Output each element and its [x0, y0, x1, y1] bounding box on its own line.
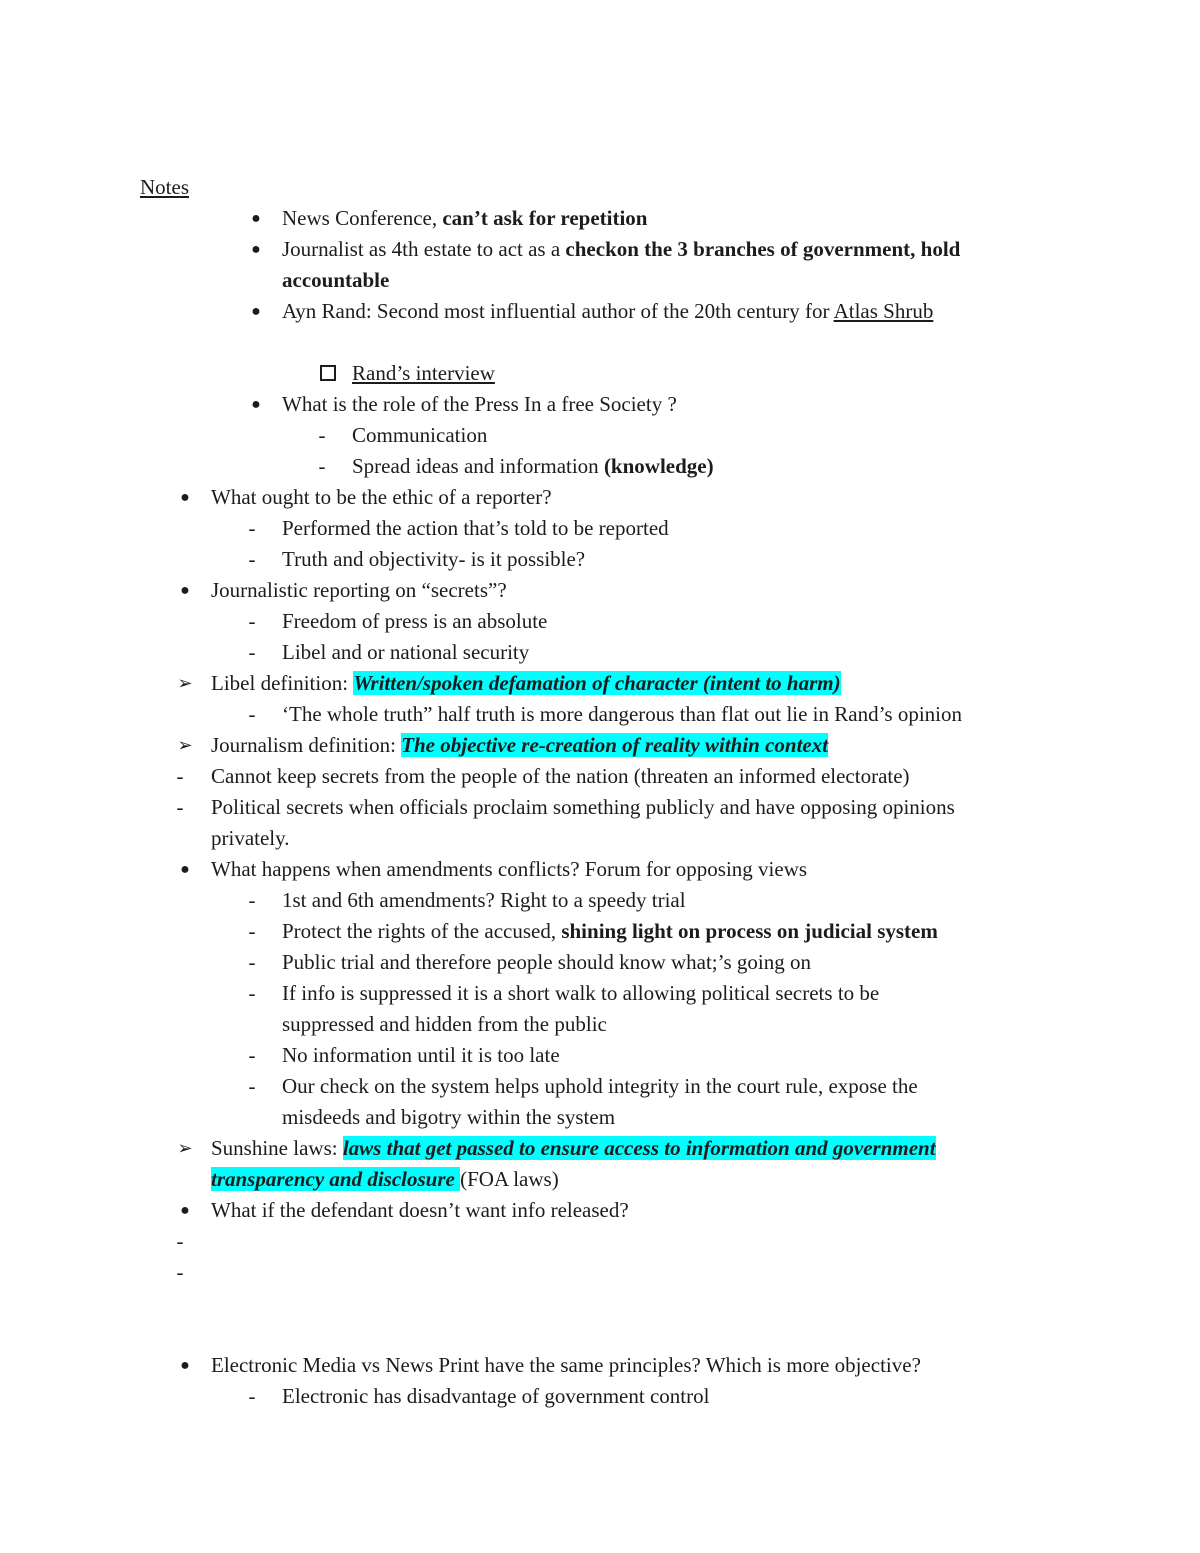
dash-marker: - — [248, 640, 256, 664]
highlighted-definition: The objective re-creation of reality within context — [401, 733, 829, 757]
dash-marker: - — [248, 981, 256, 1005]
book-title: Atlas Shrub — [833, 299, 934, 323]
dash-marker: - — [176, 1260, 184, 1284]
dash-marker: - — [248, 888, 256, 912]
dash-marker: - — [248, 950, 256, 974]
dash-marker: - — [248, 919, 256, 943]
bullet-icon: ● — [251, 303, 261, 320]
highlighted-definition: Written/spoken defamation of character (intent to harm) — [353, 671, 841, 695]
dash-marker: - — [248, 516, 256, 540]
bullet-icon: ● — [251, 241, 261, 258]
dash-marker: - — [176, 764, 184, 788]
bullet-icon: ● — [251, 396, 261, 413]
dash-marker: - — [248, 1074, 256, 1098]
dash-marker: - — [248, 1384, 256, 1408]
arrow-bullet-icon: ➢ — [177, 1138, 193, 1158]
dash-marker: - — [176, 1229, 184, 1253]
dash-marker: - — [318, 454, 326, 478]
dash-marker: - — [176, 795, 184, 819]
bullet-icon: ● — [180, 1357, 190, 1374]
dash-marker: - — [248, 609, 256, 633]
bullet-icon: ● — [180, 489, 190, 506]
dash-marker: - — [248, 547, 256, 571]
document-page: Notes ● News Conference, can’t ask for repetition ● Journalist as 4th estate to act as a checkon the 3 branches of government, hold accountable ● Ayn Rand: Second most influential author of the 20th century for Atlas Shrub Rand’s interview ● What is the role of the Press In a free Society ? - Communication - Spread ideas and information (knowledge) ● What ought to be the ethic of a reporter? - Performed the action that’s told to be reported - Truth and objectivity- is it possible? ● Journalistic reporting on “secrets”? - Freedom of press is an absolute - Libel and or national security ➢ Libel definition: Written/spoken defamation of character (intent to harm) - ‘The whole truth” half truth is more dangerous than flat out lie in Rand’s opinion ➢ Journalism definition: The objective re-creation of reality within context - Cannot keep secrets from the people of the nation (threaten an informed electorate) - Political secrets when officials proclaim something publicly and have opposing opinions privately. ● What happens when amendments conflicts? Forum for opposing views - 1st and 6th amendments? Right to a speedy trial - Protect the rights of the accused, shining light on process on judicial system - Public trial and therefore people should know what;’s going on - If info is suppressed it is a short walk to allowing political secrets to be suppressed and hidden from the public - No information until it is too late - Our check on the system helps uphold integrity in the court rule, expose the misdeeds and bigotry within the system ➢ Sunshine laws: laws that get passed to ensure access to information and government transparency and disclosure (FOA laws) ● What if the defendant doesn’t want info released? - - ● Electronic Media vs News Print have the same principles? Which is more objective? - Electronic has disadvantage of government control — [0, 0, 1200, 1553]
bullet-icon: ● — [180, 1202, 190, 1219]
highlighted-definition: laws that get passed to ensure access to information and government — [342, 1136, 936, 1160]
highlighted-definition: transparency and disclosure — [211, 1167, 461, 1191]
notes-heading: Notes — [140, 175, 189, 199]
arrow-bullet-icon: ➢ — [177, 735, 193, 755]
bullet-icon: ● — [251, 210, 261, 227]
bullet-icon: ● — [180, 861, 190, 878]
arrow-bullet-icon: ➢ — [177, 673, 193, 693]
dash-marker: - — [248, 702, 256, 726]
dash-marker: - — [248, 1043, 256, 1067]
checkbox-icon[interactable] — [320, 365, 336, 381]
dash-marker: - — [318, 423, 326, 447]
bullet-icon: ● — [180, 582, 190, 599]
